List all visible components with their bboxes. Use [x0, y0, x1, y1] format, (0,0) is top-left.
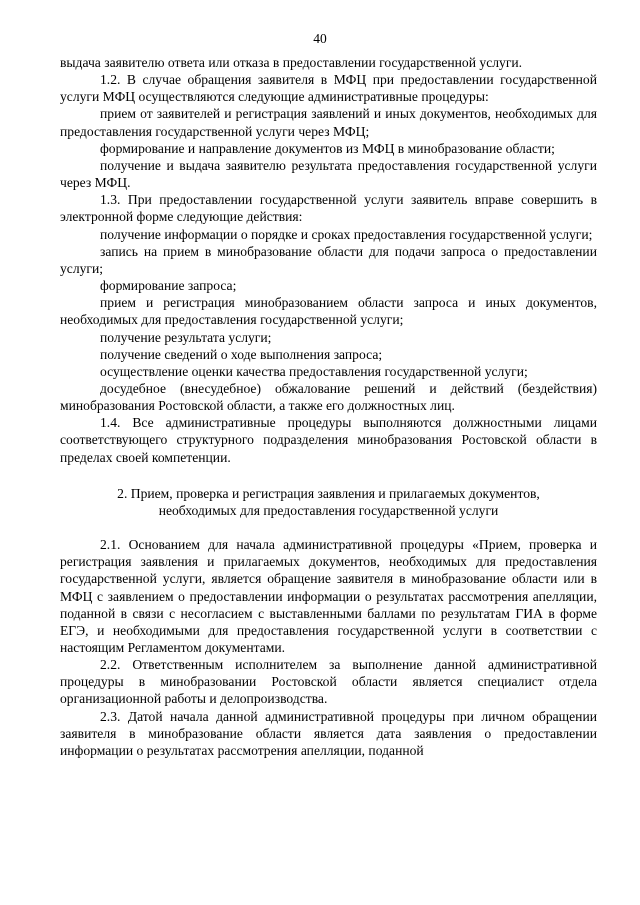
paragraph: 2.3. Датой начала данной административной процедуры при личном обращении заявителя в минобразование области является дата заявления о предоставлении информации о результатах рассмотрения апелляции, поданной — [60, 708, 597, 758]
section-2-body — [60, 536, 597, 759]
paragraph: получение сведений о ходе выполнения запроса; — [100, 346, 383, 362]
document-body — [60, 54, 597, 759]
section-1-continuation — [60, 54, 597, 466]
paragraph: выдача заявителю ответа или отказа в предоставлении государственной услуги. — [60, 55, 523, 70]
paragraph: получение и выдача заявителю результата предоставления государственной услуги через МФЦ. — [60, 157, 597, 191]
paragraph: формирование и направление документов из МФЦ в минобразование области; — [100, 140, 555, 156]
paragraph: 1.2. В случае обращения заявителя в МФЦ при предоставлении государственной услуги МФЦ осуществляются следующие административные процедуры: — [60, 72, 597, 105]
section-heading-line-1: 2. Прием, проверка и регистрация заявления и прилагаемых документов, — [117, 485, 540, 501]
paragraph: запись на прием в минобразование области для подачи запроса о предоставлении услуги; — [60, 243, 597, 276]
section-heading — [60, 485, 597, 519]
spacer — [60, 519, 597, 536]
paragraph: прием и регистрация минобразованием области запроса и иных документов, необходимых для предоставления государственной услуги; — [60, 295, 597, 328]
paragraph: 1.4. Все административные процедуры выполняются должностными лицами соответствующего структурного подразделения минобразования Ростовской области в пределах своей компетенции. — [60, 415, 597, 465]
paragraph: осуществление оценки качества предоставления государственной услуги; — [100, 363, 528, 379]
paragraph: 2.2. Ответственным исполнителем за выполнение данной административной процедуры в минобразовании Ростовской области является специалист отдела организационной работы и делопроизводства. — [60, 657, 597, 707]
paragraph: формирование запроса; — [100, 278, 237, 294]
spacer — [60, 466, 597, 485]
page-number: 40 — [313, 31, 327, 46]
paragraph: получение результата услуги; — [100, 329, 272, 345]
section-heading-line-2: необходимых для предоставления государственной услуги — [158, 502, 499, 518]
paragraph: досудебное (внесудебное) обжалование решений и действий (бездействия) минобразования Ростовской области, а также его должностных лиц. — [60, 380, 597, 414]
paragraph: прием от заявителей и регистрация заявлений и иных документов, необходимых для предоставления государственной услуги через МФЦ; — [60, 106, 597, 139]
paragraph: получение информации о порядке и сроках предоставления государственной услуги; — [100, 226, 593, 242]
paragraph: 1.3. При предоставлении государственной услуги заявитель вправе совершить в электронной форме следующие действия: — [60, 192, 597, 225]
paragraph: 2.1. Основанием для начала административной процедуры «Прием, проверка и регистрация заявления и прилагаемых документов, необходимых для предоставления государственной услуги, является обращение заявителя в минобразование области или в МФЦ с заявлением о предоставлении информации о результатах рассмотрения апелляции, поданной в связи с несогласием с выставленными баллами по результатам ГИА в форме ЕГЭ, и необходимыми для предоставления государственной услуги в соответствии с настоящим Регламентом документами. — [60, 537, 597, 655]
